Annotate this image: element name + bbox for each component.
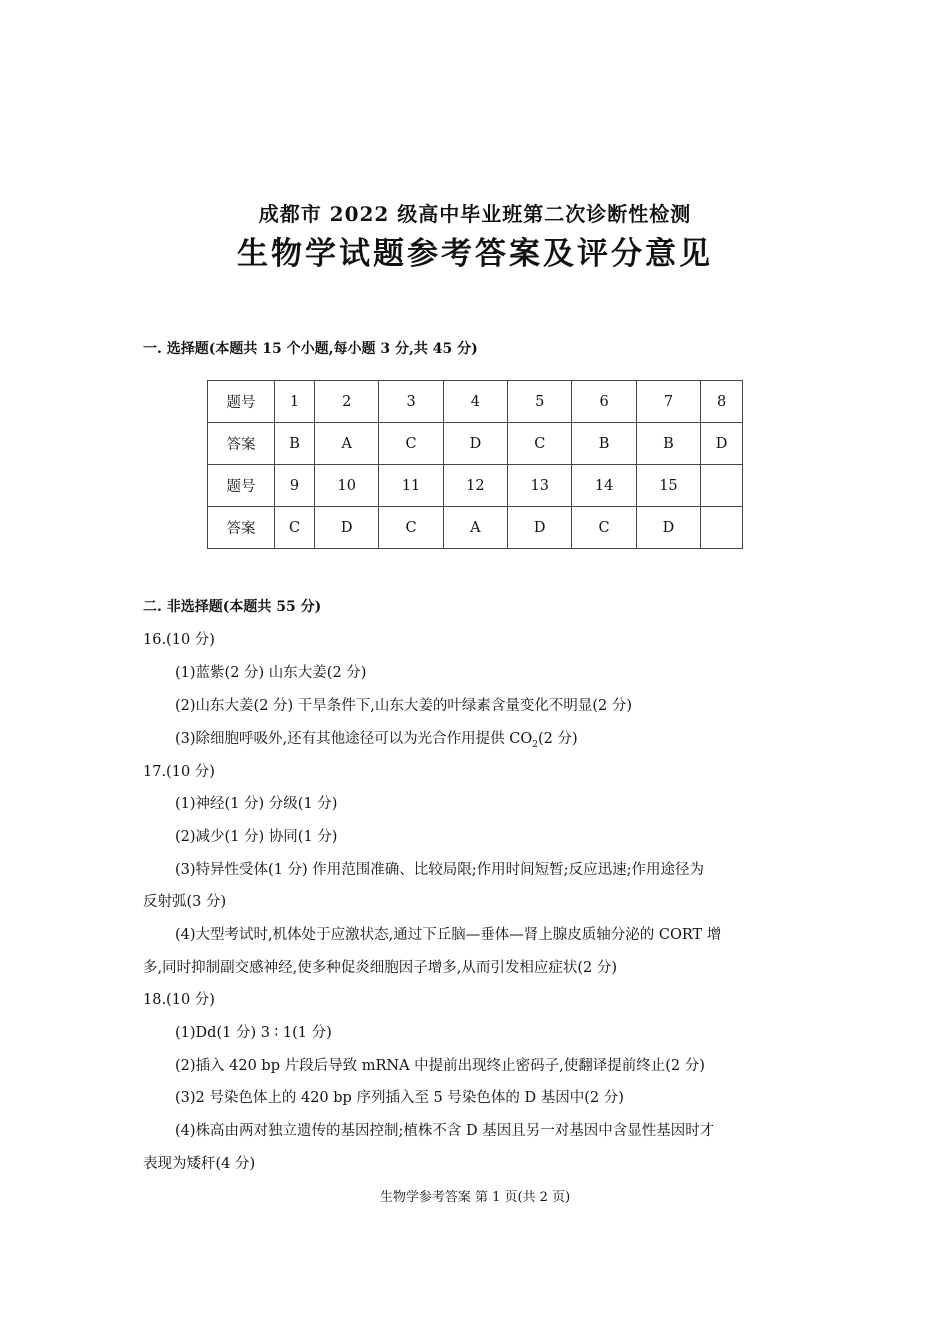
table-cell: B	[275, 423, 315, 465]
table-cell: 14	[572, 465, 636, 507]
q18-answer-1: (1)Dd(1 分) 3 ∶ 1(1 分)	[175, 1025, 332, 1041]
q17-answer-3-line-1: (3)特异性受体(1 分) 作用范围准确、比较局限;作用时间短暂;反应迅速;作用途径为	[175, 862, 704, 878]
q17-answer-1: (1)神经(1 分) 分级(1 分)	[175, 796, 338, 812]
q16-answer-3-text: (3)除细胞呼吸外,还有其他途径可以为光合作用提供 CO	[175, 731, 533, 747]
table-cell: D	[701, 423, 743, 465]
exam-subtitle: 成都市 2022 级高中毕业班第二次诊断性检测	[258, 202, 692, 226]
table-cell: A	[315, 423, 379, 465]
table-cell: 1	[275, 381, 315, 423]
table-cell: 4	[443, 381, 507, 423]
q16-answer-1: (1)蓝紫(2 分) 山东大姜(2 分)	[175, 665, 367, 681]
table-cell	[701, 507, 743, 549]
q17-answer-4-line-1: (4)大型考试时,机体处于应激状态,通过下丘脑—垂体—肾上腺皮质轴分泌的 CORT 增	[175, 927, 722, 943]
section-1-heading: 一. 选择题(本题共 15 个小题,每小题 3 分,共 45 分)	[143, 341, 478, 357]
table-cell: C	[379, 423, 443, 465]
row-label: 答案	[208, 423, 275, 465]
q18-answer-2: (2)插入 420 bp 片段后导致 mRNA 中提前出现终止密码子,使翻译提前终止(2 分)	[175, 1058, 705, 1074]
q17-answer-3-line-2: 反射弧(3 分)	[143, 894, 227, 910]
table-cell: 5	[508, 381, 572, 423]
table-row	[208, 507, 743, 549]
q17-answer-2: (2)减少(1 分) 协同(1 分)	[175, 829, 338, 845]
q17-answer-4-line-2: 多,同时抑制副交感神经,使多种促炎细胞因子增多,从而引发相应症状(2 分)	[143, 960, 617, 976]
table-cell: A	[443, 507, 507, 549]
q18-answer-4-line-1: (4)株高由两对独立遗传的基因控制;植株不含 D 基因且另一对基因中含显性基因时才	[175, 1123, 715, 1139]
table-cell: 15	[636, 465, 700, 507]
q16-answer-3-score: (2 分)	[537, 731, 578, 747]
q16-answer-3	[175, 727, 578, 750]
table-cell: 8	[701, 381, 743, 423]
table-row	[208, 423, 743, 465]
table-cell: C	[572, 507, 636, 549]
table-cell: C	[275, 507, 315, 549]
q18-answer-3: (3)2 号染色体上的 420 bp 序列插入至 5 号染色体的 D 基因中(2 分)	[175, 1090, 624, 1106]
table-cell: 12	[443, 465, 507, 507]
q18-title: 18.(10 分)	[143, 992, 215, 1008]
table-cell: 7	[636, 381, 700, 423]
table-cell: C	[379, 507, 443, 549]
table-cell: 2	[315, 381, 379, 423]
section-2-heading: 二. 非选择题(本题共 55 分)	[143, 599, 322, 615]
page-title: 生物学试题参考答案及评分意见	[237, 236, 713, 272]
table-cell: D	[636, 507, 700, 549]
table-cell: D	[443, 423, 507, 465]
answer-table	[207, 380, 743, 549]
q17-title: 17.(10 分)	[143, 764, 215, 780]
table-cell: D	[508, 507, 572, 549]
page-footer: 生物学参考答案 第 1 页(共 2 页)	[379, 1190, 571, 1205]
row-label: 答案	[208, 507, 275, 549]
table-cell: 6	[572, 381, 636, 423]
row-label: 题号	[208, 465, 275, 507]
q16-title: 16.(10 分)	[143, 632, 215, 648]
table-row	[208, 381, 743, 423]
row-label: 题号	[208, 381, 275, 423]
table-cell: D	[315, 507, 379, 549]
co2-subscript: 2	[532, 739, 538, 750]
table-row	[208, 465, 743, 507]
table-cell: C	[508, 423, 572, 465]
table-cell	[701, 465, 743, 507]
table-cell: 9	[275, 465, 315, 507]
q16-answer-2: (2)山东大姜(2 分) 干旱条件下,山东大姜的叶绿素含量变化不明显(2 分)	[175, 698, 633, 714]
table-cell: 3	[379, 381, 443, 423]
table-cell: B	[572, 423, 636, 465]
table-cell: 13	[508, 465, 572, 507]
table-cell: 10	[315, 465, 379, 507]
q18-answer-4-line-2: 表现为矮秆(4 分)	[143, 1156, 256, 1172]
table-cell: 11	[379, 465, 443, 507]
table-cell: B	[636, 423, 700, 465]
